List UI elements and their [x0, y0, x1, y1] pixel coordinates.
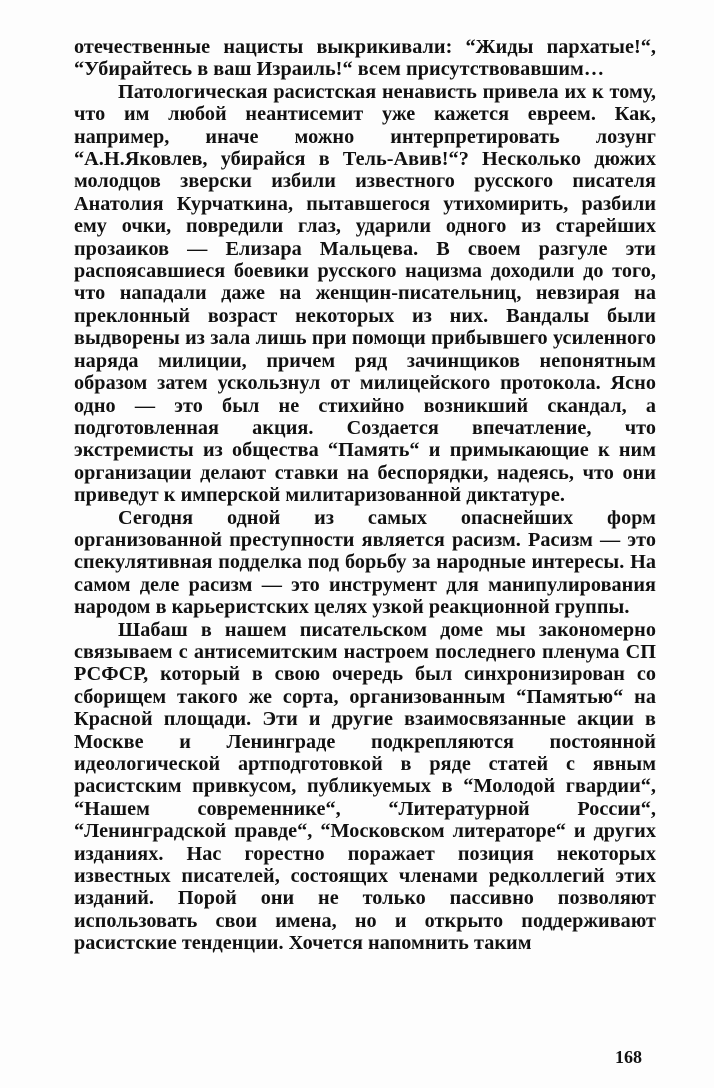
paragraph-writers-house: Шабаш в нашем писательском доме мы закономерно связываем с антисемитским настроем последнего пленума СП РСФСР, который в свою очередь был синхронизирован со сборищем такого же сорта, организованным “Памятью“ на Красной площади. Эти и другие взаимосвязанные акции в Москве и Ленинграде подкрепляются постоянной идеологической артподготовкой в ряде статей с явным расистским привкусом, публикуемых в “Молодой гвардии“, “Нашем современнике“, “Литературной России“, “Ленинградской правде“, “Московском литераторе“ и других изданиях. Нас горестно поражает позиция некоторых известных писателей, состоящих членами редколлегий этих изданий. Порой они не только пассивно позволяют использовать свои имена, но и открыто поддерживают расистские тенденции. Хочется напомнить таким	[74, 618, 656, 955]
page-number: 168	[615, 1047, 642, 1067]
paragraph-organized-crime: Сегодня одной из самых опаснейших форм организованной преступности является расизм. Расизм — это спекулятивная подделка под борьбу за народные интересы. На самом деле расизм — это инструмент для манипулирования народом в карьеристских целях узкой реакционной группы.	[74, 506, 656, 619]
paragraph-continued: отечественные нацисты выкрикивали: “Жиды пархатые!“, “Убирайтесь в ваш Израиль!“ всем присутствовавшим…	[74, 36, 656, 81]
body-text	[74, 36, 656, 955]
paragraph-racist-hatred: Патологическая расистская ненависть привела их к тому, что им любой неантисемит уже кажется евреем. Как, например, иначе можно интерпретировать лозунг “А.Н.Яковлев, убирайся в Тель-Авив!“? Несколько дюжих молодцов зверски избили известного русского писателя Анатолия Курчаткина, пытавшегося утихомирить, разбили ему очки, повредили глаз, ударили одного из старейших прозаиков — Елизара Мальцева. В своем разгуле эти распоясавшиеся боевики русского нацизма доходили до того, что нападали даже на женщин-писательниц, невзирая на преклонный возраст некоторых из них. Вандалы были выдворены из зала лишь при помощи прибывшего усиленного наряда милиции, причем ряд зачинщиков непонятным образом затем ускользнул от милицейского протокола. Ясно одно — это был не стихийно возникший скандал, а подготовленная акция. Создается впечатление, что экстремисты из общества “Память“ и примыкающие к ним организации делают ставки на беспорядки, надеясь, что они приведут к имперской милитаризованной диктатуре.	[74, 80, 656, 507]
